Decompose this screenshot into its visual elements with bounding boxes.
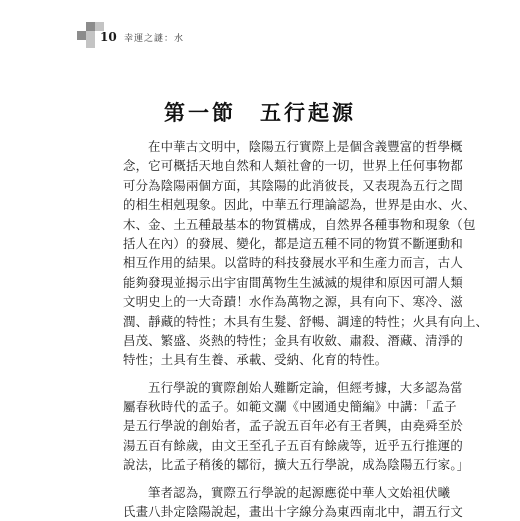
text-line: 可分為陰陽兩個方面，其陰陽的此消彼長，又表現為五行之間 [123, 177, 463, 193]
paragraph-gap [123, 475, 413, 483]
running-title: 幸運之謎：水 [124, 34, 185, 44]
header-decoration-square [86, 31, 95, 40]
text-line: 括人在內）的發展、變化，都是這五種不同的物質不斷運動和 [123, 235, 463, 251]
text-line: 的相生相剋現象。因此，中華五行理論認為，世界是由水、火、 [123, 197, 476, 213]
text-line: 是五行學說的創始者，孟子說五百年必有王者興，由堯舜至於 [123, 418, 463, 434]
header-decoration-square [77, 31, 86, 40]
text-line: 念，它可概括天地自然和人類社會的一切，世界上任何事物都 [123, 158, 463, 174]
text-line: 氏畫八卦定陰陽說起，畫出十字線分為東西南北中，謂五行文 [123, 504, 463, 520]
text-line: 木、金、土五種最基本的物質構成，自然界各種事物和現象（包 [123, 216, 476, 232]
page-header [0, 0, 520, 56]
paragraph [123, 137, 489, 370]
section-title: 第一節 五行起源 [164, 100, 356, 125]
text-line: 五行學說的實際創始人難斷定論，但經考據，大多認為當 [148, 379, 463, 395]
text-line: 特性；土具有生養、承載、受納、化育的特性。 [123, 352, 388, 368]
header-decoration-square [86, 22, 95, 31]
body-text [123, 137, 489, 521]
text-line: 潤、靜藏的特性；木具有生髮、舒暢、調達的特性；火具有向上、 [123, 313, 489, 329]
paragraph [123, 483, 463, 521]
text-line: 屬春秋時代的孟子。如範文瀾《中國通史簡編》中講：「孟子 [123, 399, 457, 415]
text-line: 能夠發現並揭示出宇宙間萬物生生滅滅的規律和原因可謂人類 [123, 274, 463, 290]
text-line: 文明史上的一大奇蹟！水作為萬物之源，具有向下、寒冷、滋 [123, 294, 463, 310]
paragraph-gap [123, 370, 413, 378]
page-number: 10 [100, 30, 117, 44]
text-line: 說法，比孟子稍後的鄒衍，擴大五行學說，成為陰陽五行家。」 [123, 457, 470, 473]
text-line: 相互作用的結果。以當時的科技發展水平和生產力而言，古人 [123, 255, 463, 271]
header-decoration-square [86, 40, 95, 48]
text-line: 筆者認為，實際五行學說的起源應從中華人文始祖伏曦 [148, 484, 451, 500]
text-line: 湯五百有餘歲，由文王至孔子五百有餘歲等，近乎五行推運的 [123, 437, 463, 453]
text-line: 昌茂、繁盛、炎熱的特性；金具有收斂、肅殺、潛藏、清淨的 [123, 332, 463, 348]
text-line: 在中華古文明中，陰陽五行實際上是個含義豐富的哲學概 [148, 139, 463, 154]
paragraph [123, 378, 470, 475]
